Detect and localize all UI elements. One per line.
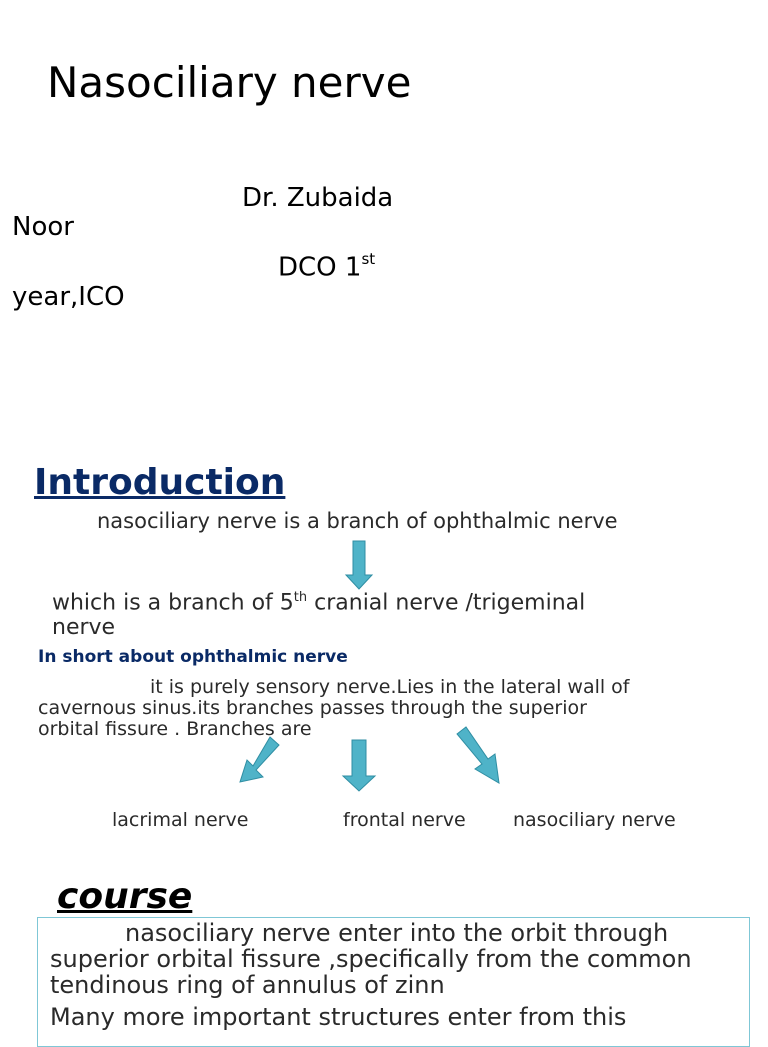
institution-ordinal-suffix: st bbox=[361, 250, 376, 268]
institution-line1 bbox=[278, 252, 375, 283]
down-arrow-icon bbox=[346, 541, 372, 589]
course-heading: course bbox=[57, 876, 193, 917]
trigeminal-text-post: cranial nerve /trigeminal bbox=[307, 590, 586, 616]
ophthalmic-para-line: orbital fissure . Branches are bbox=[38, 718, 312, 740]
branch-label-nasociliary: nasociliary nerve bbox=[513, 809, 676, 831]
course-para2: Many more important structures enter from this bbox=[50, 1003, 627, 1031]
course-text-box bbox=[37, 917, 750, 1047]
trigeminal-text-pre: which is a branch of 5 bbox=[52, 590, 294, 616]
ophthalmic-para-line: it is purely sensory nerve.Lies in the lateral wall of bbox=[150, 676, 630, 698]
author-name-line2: Noor bbox=[12, 212, 74, 242]
introduction-line: nasociliary nerve is a branch of ophthalmic nerve bbox=[97, 509, 618, 533]
branch-label-frontal: frontal nerve bbox=[343, 809, 466, 831]
course-para-line: nasociliary nerve enter into the orbit through bbox=[125, 919, 669, 947]
author-name-line1: Dr. Zubaida bbox=[242, 183, 394, 213]
branch-label-lacrimal: lacrimal nerve bbox=[112, 809, 249, 831]
branch-arrow-center-icon bbox=[343, 740, 375, 792]
page-title: Nasociliary nerve bbox=[47, 58, 412, 107]
branch-arrow-left-icon bbox=[238, 737, 282, 787]
ophthalmic-para-line: cavernous sinus.its branches passes through the superior bbox=[38, 697, 587, 719]
introduction-heading: Introduction bbox=[34, 462, 286, 503]
institution-text: DCO 1 bbox=[278, 252, 362, 283]
trigeminal-line2: nerve bbox=[52, 615, 116, 640]
course-para-line: tendinous ring of annulus of zinn bbox=[50, 971, 445, 999]
trigeminal-line bbox=[52, 590, 585, 615]
institution-line2: year,ICO bbox=[12, 282, 125, 312]
course-para-line: superior orbital fissure ,specifically from the common bbox=[50, 945, 692, 973]
ordinal-suffix: th bbox=[293, 590, 308, 605]
branch-arrow-right-icon bbox=[455, 726, 503, 786]
ophthalmic-subheading: In short about ophthalmic nerve bbox=[38, 647, 348, 667]
